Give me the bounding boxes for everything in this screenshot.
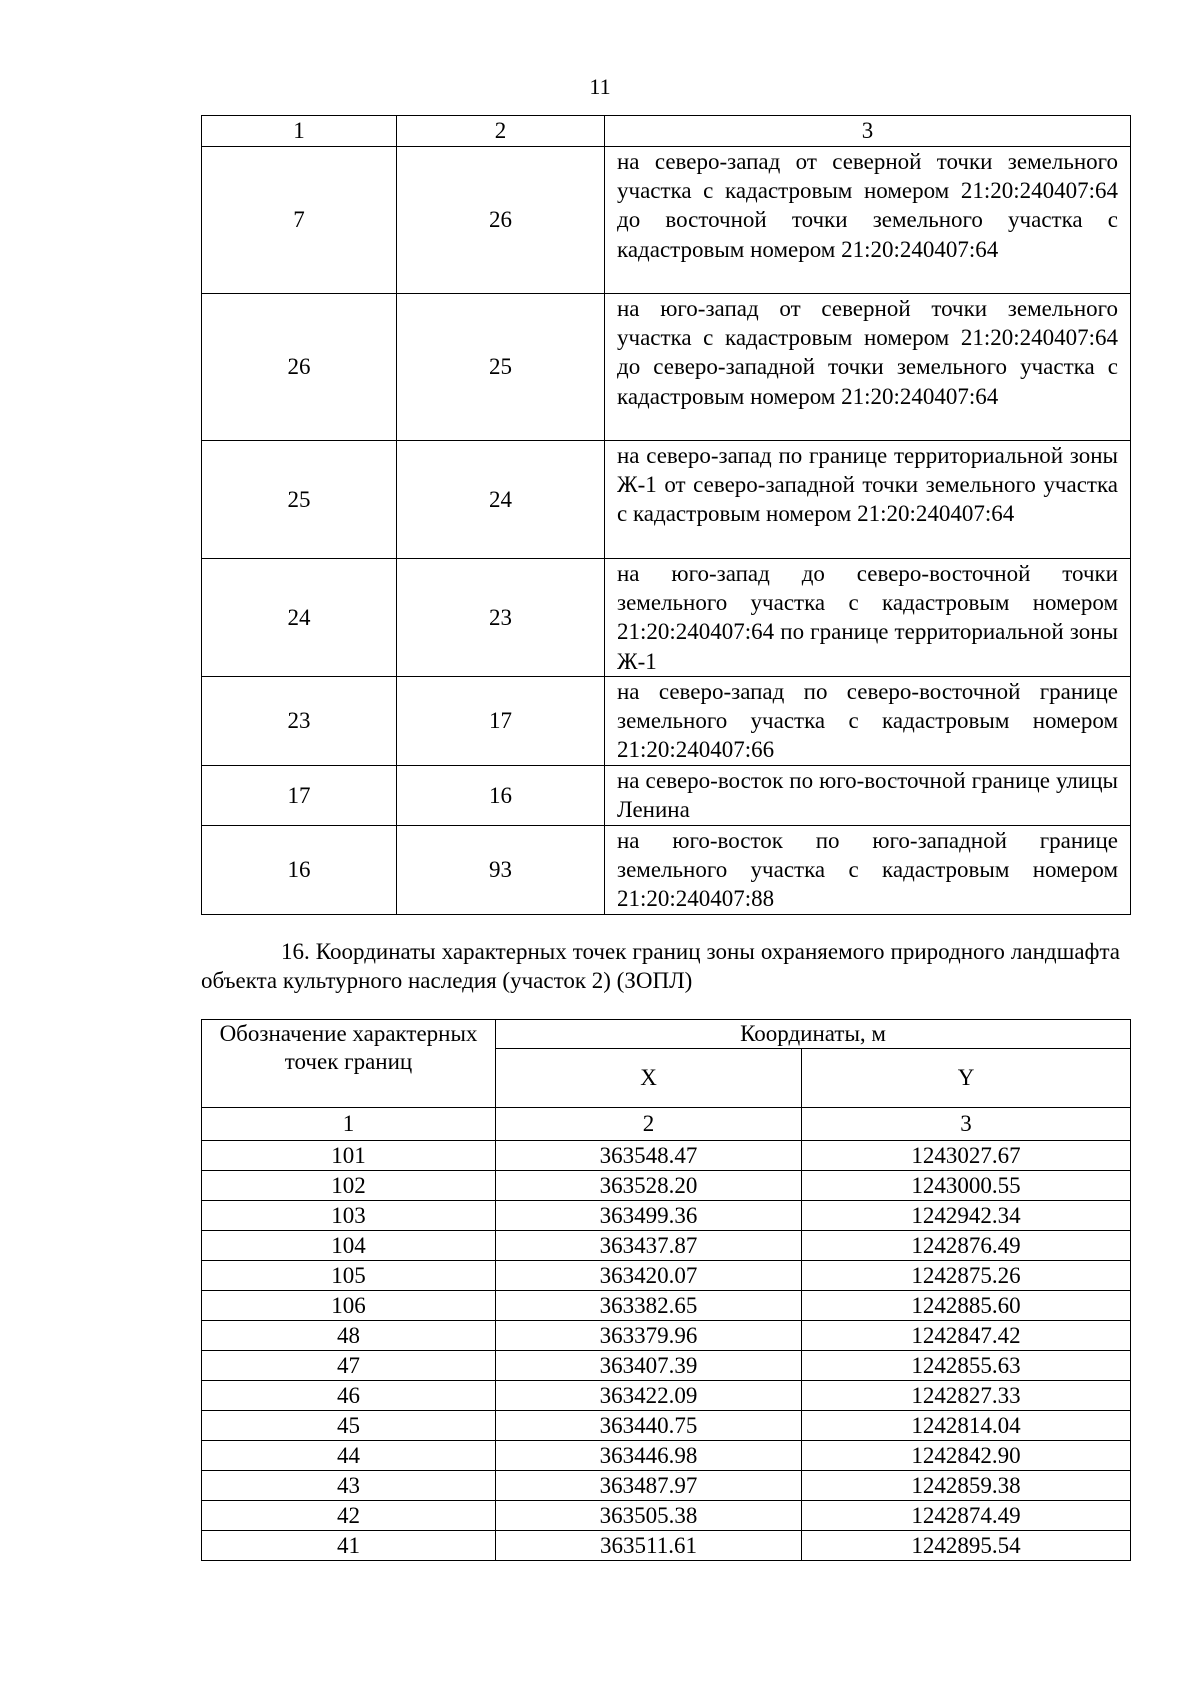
y-coordinate: 1242874.49: [802, 1501, 1131, 1531]
column-index-row: [202, 1108, 1131, 1141]
point-id: 41: [202, 1531, 496, 1561]
table-row: [202, 294, 1131, 441]
from-point: 17: [202, 766, 397, 826]
y-coordinate: 1242855.63: [802, 1351, 1131, 1381]
page-number: 11: [589, 74, 611, 99]
y-coordinate: 1242859.38: [802, 1471, 1131, 1501]
boundary-description: на юго-запад до северо-восточной точки земельного участка с кадастровым номером 21:20:240407:64 по границе территориальной зоны Ж-1: [605, 559, 1131, 677]
point-id: 104: [202, 1231, 496, 1261]
column-index: 3: [802, 1108, 1131, 1141]
table-row: [202, 559, 1131, 677]
y-coordinate: 1242875.26: [802, 1261, 1131, 1291]
from-point: 7: [202, 147, 397, 294]
x-coordinate: 363379.96: [496, 1321, 802, 1351]
x-coordinate: 363505.38: [496, 1501, 802, 1531]
table-row: [202, 1291, 1131, 1321]
x-coordinate: 363499.36: [496, 1201, 802, 1231]
x-coordinate: 363437.87: [496, 1231, 802, 1261]
point-id: 105: [202, 1261, 496, 1291]
table-row: [202, 1141, 1131, 1171]
y-coordinate: 1242827.33: [802, 1381, 1131, 1411]
to-point: 25: [397, 294, 605, 441]
point-id: 47: [202, 1351, 496, 1381]
table-row: [202, 1381, 1131, 1411]
point-id: 44: [202, 1441, 496, 1471]
column-index: 2: [496, 1108, 802, 1141]
boundary-description: на северо-восток по юго-восточной границе улицы Ленина: [605, 766, 1131, 826]
y-coordinate: 1242885.60: [802, 1291, 1131, 1321]
table-row: [202, 1531, 1131, 1561]
from-point: 25: [202, 441, 397, 559]
table-row: [202, 147, 1131, 294]
column-header: 3: [605, 116, 1131, 147]
table-row: [202, 1321, 1131, 1351]
column-index: 1: [202, 1108, 496, 1141]
table-row: [202, 1351, 1131, 1381]
y-coordinate: 1242847.42: [802, 1321, 1131, 1351]
x-coordinate: 363548.47: [496, 1141, 802, 1171]
boundary-description: на юго-восток по юго-западной границе земельного участка с кадастровым номером 21:20:240407:88: [605, 826, 1131, 915]
table-row: [202, 677, 1131, 766]
y-coordinate: 1242876.49: [802, 1231, 1131, 1261]
table-row: [202, 441, 1131, 559]
table-row: [202, 1441, 1131, 1471]
coordinates-header: Координаты, м: [496, 1020, 1131, 1049]
point-id: 48: [202, 1321, 496, 1351]
point-id: 106: [202, 1291, 496, 1321]
to-point: 16: [397, 766, 605, 826]
x-coordinate: 363511.61: [496, 1531, 802, 1561]
from-point: 24: [202, 559, 397, 677]
x-coordinate: 363382.65: [496, 1291, 802, 1321]
y-coordinate: 1242895.54: [802, 1531, 1131, 1561]
to-point: 93: [397, 826, 605, 915]
section-heading: 16. Координаты характерных точек границ зоны охраняемого природного ландшафта объекта культурного наследия (участок 2) (ЗОПЛ): [201, 939, 1120, 993]
to-point: 23: [397, 559, 605, 677]
from-point: 16: [202, 826, 397, 915]
table-header-row: [202, 116, 1131, 147]
x-coordinate: 363420.07: [496, 1261, 802, 1291]
point-id: 45: [202, 1411, 496, 1441]
x-coordinate: 363446.98: [496, 1441, 802, 1471]
to-point: 17: [397, 677, 605, 766]
table-header-row: [202, 1020, 1131, 1049]
x-coordinate: 363440.75: [496, 1411, 802, 1441]
table-row: [202, 1231, 1131, 1261]
table-row: [202, 1411, 1131, 1441]
point-designation-header: Обозначение характерных точек границ: [202, 1020, 496, 1108]
boundary-description: на северо-запад от северной точки земельного участка с кадастровым номером 21:20:240407:64 до восточной точки земельного участка с кадастровым номером 21:20:240407:64: [605, 147, 1131, 294]
table-row: [202, 826, 1131, 915]
table-row: [202, 1471, 1131, 1501]
from-point: 26: [202, 294, 397, 441]
from-point: 23: [202, 677, 397, 766]
point-id: 42: [202, 1501, 496, 1531]
column-header: 2: [397, 116, 605, 147]
point-id: 103: [202, 1201, 496, 1231]
y-coordinate: 1242942.34: [802, 1201, 1131, 1231]
boundary-description: на северо-запад по границе территориальной зоны Ж-1 от северо-западной точки земельного участка с кадастровым номером 21:20:240407:64: [605, 441, 1131, 559]
table-row: [202, 1171, 1131, 1201]
point-id: 102: [202, 1171, 496, 1201]
to-point: 24: [397, 441, 605, 559]
boundary-description: на юго-запад от северной точки земельного участка с кадастровым номером 21:20:240407:64 до северо-западной точки земельного участка с кадастровым номером 21:20:240407:64: [605, 294, 1131, 441]
to-point: 26: [397, 147, 605, 294]
column-header: 1: [202, 116, 397, 147]
coordinates-table: [201, 1019, 1131, 1561]
x-coordinate: 363487.97: [496, 1471, 802, 1501]
point-id: 101: [202, 1141, 496, 1171]
x-coordinate: 363422.09: [496, 1381, 802, 1411]
table-row: [202, 1261, 1131, 1291]
table-row: [202, 766, 1131, 826]
point-id: 46: [202, 1381, 496, 1411]
y-coordinate: 1243000.55: [802, 1171, 1131, 1201]
x-coordinate: 363407.39: [496, 1351, 802, 1381]
y-coordinate: 1242814.04: [802, 1411, 1131, 1441]
x-coordinate: 363528.20: [496, 1171, 802, 1201]
y-header: Y: [802, 1049, 1131, 1108]
y-coordinate: 1243027.67: [802, 1141, 1131, 1171]
table-row: [202, 1201, 1131, 1231]
table-row: [202, 1501, 1131, 1531]
point-id: 43: [202, 1471, 496, 1501]
boundary-description-table: [201, 115, 1131, 915]
x-header: X: [496, 1049, 802, 1108]
boundary-description: на северо-запад по северо-восточной границе земельного участка с кадастровым номером 21:20:240407:66: [605, 677, 1131, 766]
y-coordinate: 1242842.90: [802, 1441, 1131, 1471]
